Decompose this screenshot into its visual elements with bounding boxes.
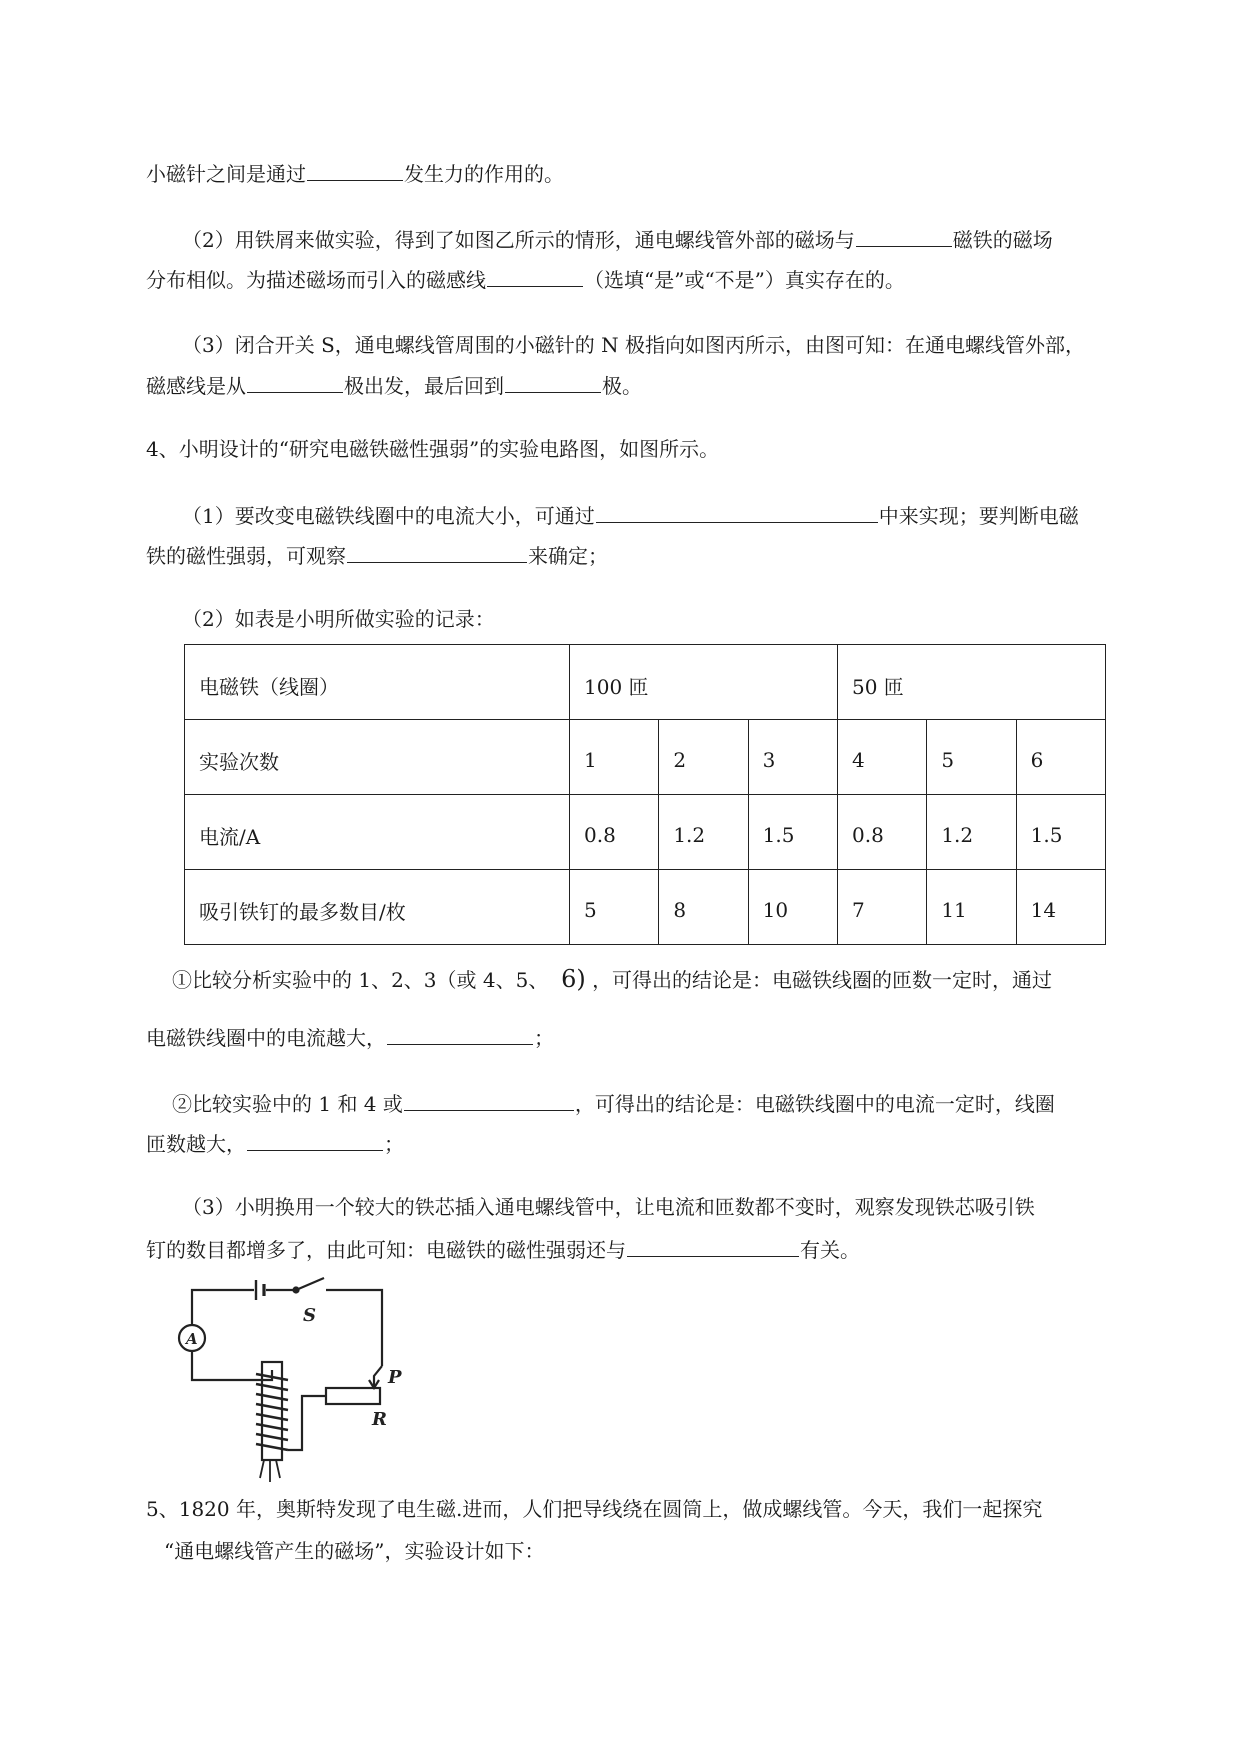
q5-line-2	[164, 1538, 544, 1564]
text: 5、1820 年，奥斯特发现了电生磁.进而，人们把导线绕在圆筒上，做成螺线管。今天，我们一起探究	[146, 1497, 1043, 1521]
text: （3）闭合开关 S，通电螺线管周围的小磁针的 N 极指向如图丙所示，由图可知：在通电螺线管外部，	[182, 333, 1085, 357]
text: ；	[534, 1026, 554, 1050]
experiment-table	[184, 644, 1106, 945]
q5-line-1	[146, 1496, 1042, 1522]
q3-part3-line-2	[146, 370, 642, 399]
q4-conclusion1-line-1	[172, 966, 1052, 993]
table-cell: 8	[659, 870, 748, 945]
q4-conclusion2-line-1	[172, 1088, 1055, 1117]
table-cell: 1.2	[659, 795, 748, 870]
table-cell: 10	[748, 870, 837, 945]
text: 中来实现；要判断电磁	[878, 504, 1079, 528]
text: 磁铁的磁场	[952, 228, 1053, 252]
q3-part2-line-1	[182, 224, 1053, 253]
text: （2）用铁屑来做实验，得到了如图乙所示的情形，通电螺线管外部的磁场与	[182, 228, 855, 252]
answer-blank[interactable]	[596, 500, 878, 523]
answer-blank[interactable]	[404, 1088, 574, 1111]
table-cell: 5	[570, 870, 659, 945]
answer-blank[interactable]	[307, 158, 403, 181]
table-cell: 4	[837, 720, 926, 795]
table-cell: 1.5	[748, 795, 837, 870]
answer-blank[interactable]	[247, 1128, 383, 1151]
q4-part3-line-2	[146, 1234, 860, 1263]
q4-part1-line-1	[182, 500, 1079, 529]
q4-part3-line-1	[182, 1194, 1035, 1220]
text: “通电螺线管产生的磁场”，实验设计如下：	[164, 1539, 545, 1563]
table-cell: 实验次数	[185, 720, 570, 795]
text: （1）要改变电磁铁线圈中的电流大小，可通过	[182, 504, 595, 528]
wire	[192, 1290, 254, 1324]
q4-title	[146, 436, 719, 462]
text: （2）如表是小明所做实验的记录：	[182, 607, 495, 631]
wire	[326, 1290, 382, 1366]
answer-blank[interactable]	[627, 1234, 799, 1257]
text: （选填“是”或“不是”）真实存在的。	[584, 268, 905, 292]
table-cell: 0.8	[837, 795, 926, 870]
table-cell: 7	[837, 870, 926, 945]
question-title: 4、小明设计的“研究电磁铁磁性强弱”的实验电路图，如图所示。	[146, 437, 720, 461]
circuit-diagram	[176, 1262, 412, 1486]
text: 分布相似。为描述磁场而引入的磁感线	[146, 268, 486, 292]
text: 匝数越大，	[146, 1132, 246, 1156]
answer-blank[interactable]	[856, 224, 952, 247]
text: 发生力的作用的。	[404, 162, 564, 186]
text: 铁的磁性强弱，可观察	[146, 544, 346, 568]
text: ，可得出的结论是：电磁铁线圈的匝数一定时，通过	[592, 968, 1053, 992]
table-cell: 3	[748, 720, 837, 795]
table-cell: 1	[570, 720, 659, 795]
table-row	[185, 720, 1106, 795]
slider-label: P	[388, 1367, 402, 1388]
answer-blank[interactable]	[387, 1022, 533, 1045]
answer-blank[interactable]	[505, 370, 601, 393]
nails	[260, 1460, 280, 1482]
text: 6)	[561, 965, 586, 993]
text: 极。	[602, 374, 642, 398]
table-row	[185, 795, 1106, 870]
table-cell: 100 匝	[570, 645, 838, 720]
text: ①比较分析实验中的 1、2、3（或 4、5、	[172, 968, 549, 992]
switch-label: S	[303, 1305, 316, 1326]
q4-conclusion2-line-2	[146, 1128, 404, 1157]
text: ②比较实验中的 1 和 4 或	[172, 1092, 403, 1116]
q3-part2-line-2	[146, 264, 905, 293]
table-cell: 6	[1016, 720, 1105, 795]
ammeter-label: A	[186, 1330, 198, 1348]
table-cell: 电流/A	[185, 795, 570, 870]
table-cell: 11	[927, 870, 1016, 945]
table-cell: 2	[659, 720, 748, 795]
table-cell: 14	[1016, 870, 1105, 945]
table-cell: 1.2	[927, 795, 1016, 870]
q3-part3-line-1	[182, 332, 1085, 358]
q4-part1-line-2	[146, 540, 608, 569]
table-cell: 1.5	[1016, 795, 1105, 870]
table-cell: 电磁铁（线圈）	[185, 645, 570, 720]
answer-blank[interactable]	[487, 264, 583, 287]
text: 有关。	[800, 1238, 860, 1262]
text: 来确定；	[528, 544, 608, 568]
switch-lever	[296, 1278, 324, 1290]
rheostat	[326, 1388, 380, 1404]
answer-blank[interactable]	[247, 370, 343, 393]
table-cell: 吸引铁钉的最多数目/枚	[185, 870, 570, 945]
answer-blank[interactable]	[347, 540, 527, 563]
table-cell: 5	[927, 720, 1016, 795]
table-row	[185, 645, 1106, 720]
text: 极出发，最后回到	[344, 374, 504, 398]
q4-conclusion1-line-2	[146, 1022, 554, 1051]
q4-part2-intro	[182, 606, 495, 632]
text: 电磁铁线圈中的电流越大，	[146, 1026, 386, 1050]
text: 钉的数目都增多了，由此可知：电磁铁的磁性强弱还与	[146, 1238, 626, 1262]
text: 小磁针之间是通过	[146, 162, 306, 186]
table-cell: 0.8	[570, 795, 659, 870]
rheostat-label: R	[372, 1409, 387, 1430]
text: ；	[384, 1132, 404, 1156]
text: 磁感线是从	[146, 374, 246, 398]
table-row	[185, 870, 1106, 945]
table-cell: 50 匝	[837, 645, 1105, 720]
coil-windings	[256, 1374, 288, 1450]
text: （3）小明换用一个较大的铁芯插入通电螺线管中，让电流和匝数都不变时，观察发现铁芯吸引铁	[182, 1195, 1035, 1219]
text: ，可得出的结论是：电磁铁线圈中的电流一定时，线圈	[574, 1092, 1055, 1116]
wire	[288, 1396, 326, 1450]
q3-line-1	[146, 158, 564, 187]
